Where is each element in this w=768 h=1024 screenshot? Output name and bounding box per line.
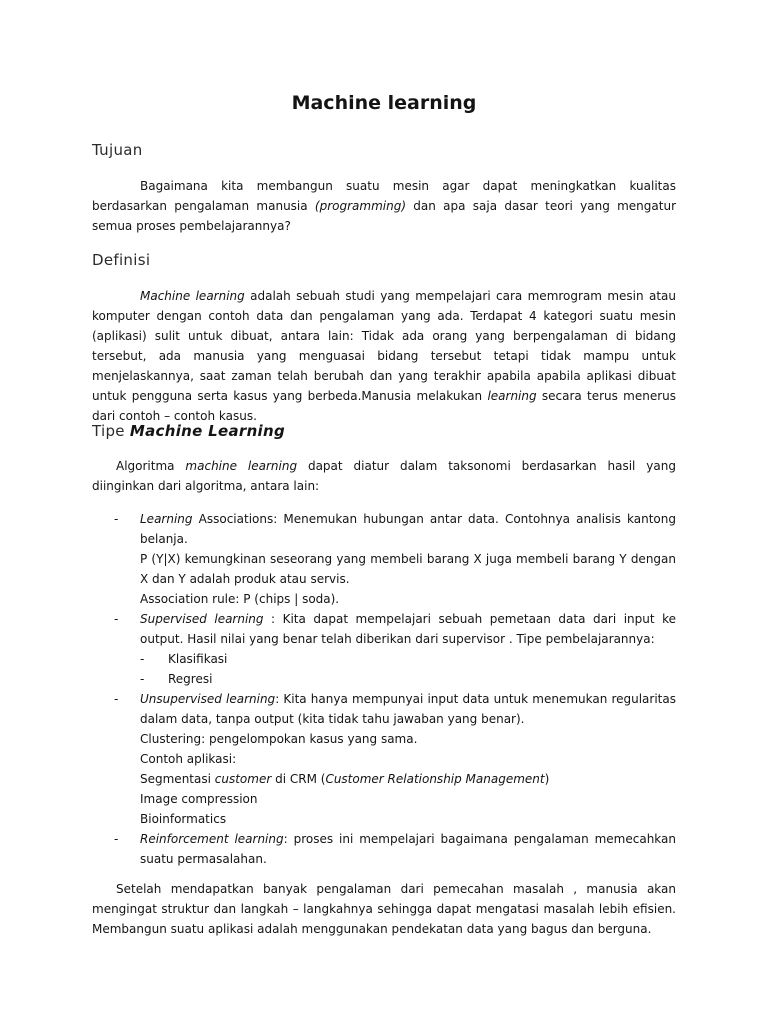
tipe-list (92, 509, 676, 869)
definisi-italic-1: Machine learning (140, 289, 245, 303)
item-line: Bioinformatics (140, 812, 227, 826)
item-italic: Supervised learning (140, 612, 264, 626)
tujuan-text-2: dan apa saja dasar teori yang mengatur semua proses pembelajarannya? (92, 199, 677, 233)
sub-item-label: Regresi (168, 672, 213, 686)
crm-italic-2: Customer Relationship Management (325, 772, 545, 786)
crm-text-3: ) (544, 772, 550, 786)
list-dash: - (140, 652, 145, 666)
list-item-learning-associations (92, 509, 676, 609)
crm-italic-1: customer (214, 772, 272, 786)
item-text: Associations: Menemukan hubungan antar data. Contohnya analisis kantong belanja. (140, 512, 676, 546)
list-item-supervised-learning (92, 609, 676, 649)
item-line: P (Y|X) kemungkinan seseorang yang membeli barang X juga membeli barang Y dengan X dan Y adalah produk atau servis. (140, 552, 676, 586)
heading-tipe-plain: Tipe (92, 422, 130, 440)
item-text: : Kita dapat mempelajari sebuah pemetaan data dari input ke output. Hasil nilai yang benar telah diberikan dari supervisor . Tipe pembelajarannya: (140, 612, 676, 646)
paragraph-tujuan (92, 176, 676, 236)
list-dash: - (114, 692, 119, 706)
item-line: Image compression (140, 792, 258, 806)
list-item-reinforcement-learning (92, 829, 676, 869)
definisi-italic-2: learning (487, 389, 537, 403)
tipe-intro-italic: machine learning (185, 459, 298, 473)
item-italic: Unsupervised learning (140, 692, 276, 706)
sub-item-label: Klasifikasi (168, 652, 228, 666)
item-italic: Learning (140, 512, 193, 526)
paragraph-definisi (92, 286, 676, 426)
item-line: Contoh aplikasi: (140, 752, 237, 766)
list-dash: - (114, 512, 119, 526)
list-item-unsupervised-learning (92, 689, 676, 829)
list-dash: - (140, 672, 145, 686)
tujuan-italic: (programming) (314, 199, 407, 213)
list-dash: - (114, 832, 119, 846)
tipe-intro-2: dapat diatur dalam taksonomi berdasarkan hasil yang diinginkan dari algoritma, antara lain: (92, 459, 676, 493)
heading-tujuan: Tujuan (92, 141, 143, 159)
paragraph-tipe-intro (92, 456, 676, 496)
sub-item-regresi (92, 669, 676, 689)
definisi-text-2: secara terus menerus dari contoh – contoh kasus. (92, 389, 676, 423)
document-title: Machine learning (291, 92, 477, 114)
heading-definisi: Definisi (92, 251, 151, 269)
crm-text-2: di CRM ( (271, 772, 326, 786)
paragraph-penutup (92, 879, 676, 939)
tujuan-text-1: Bagaimana kita membangun suatu mesin agar dapat meningkatkan kualitas berdasarkan pengalaman manusia (92, 179, 676, 213)
definisi-text-1: adalah sebuah studi yang mempelajari cara memrogram mesin atau komputer dengan contoh data dan pengalaman yang ada. Terdapat 4 kategori suatu mesin (aplikasi) sulit untuk dibuat, antara lain: Tidak ada orang yang berpengalaman di bidang tersebut, ada manusia yang menguasai bidang tersebut tetapi tidak mampu untuk menjelaskannya, saat zaman telah berubah dan yang terakhir apabila apabila aplikasi dibuat untuk pengguna serta kasus yang berbeda.Manusia melakukan (92, 289, 677, 403)
item-line: Association rule: P (chips | soda). (140, 592, 340, 606)
heading-tipe (92, 422, 285, 440)
tipe-intro-1: Algoritma (116, 459, 186, 473)
crm-text-1: Segmentasi (140, 772, 215, 786)
item-line: Clustering: pengelompokan kasus yang sama. (140, 732, 418, 746)
item-text: : proses ini mempelajari bagaimana pengalaman memecahkan suatu permasalahan. (140, 832, 676, 866)
penutup-text: Setelah mendapatkan banyak pengalaman dari pemecahan masalah , manusia akan mengingat struktur dan langkah – langkahnya sehingga dapat mengatasi masalah lebih efisien. Membangun suatu aplikasi adalah menggunakan pendekatan data yang bagus dan berguna. (92, 882, 676, 936)
item-text: : Kita hanya mempunyai input data untuk menemukan regularitas dalam data, tanpa output (kita tidak tahu jawaban yang benar). (140, 692, 676, 726)
heading-tipe-emph: Machine Learning (129, 422, 286, 440)
crm-line (140, 769, 676, 789)
item-italic: Reinforcement learning (140, 832, 284, 846)
sub-item-klasifikasi (92, 649, 676, 669)
list-dash: - (114, 612, 119, 626)
